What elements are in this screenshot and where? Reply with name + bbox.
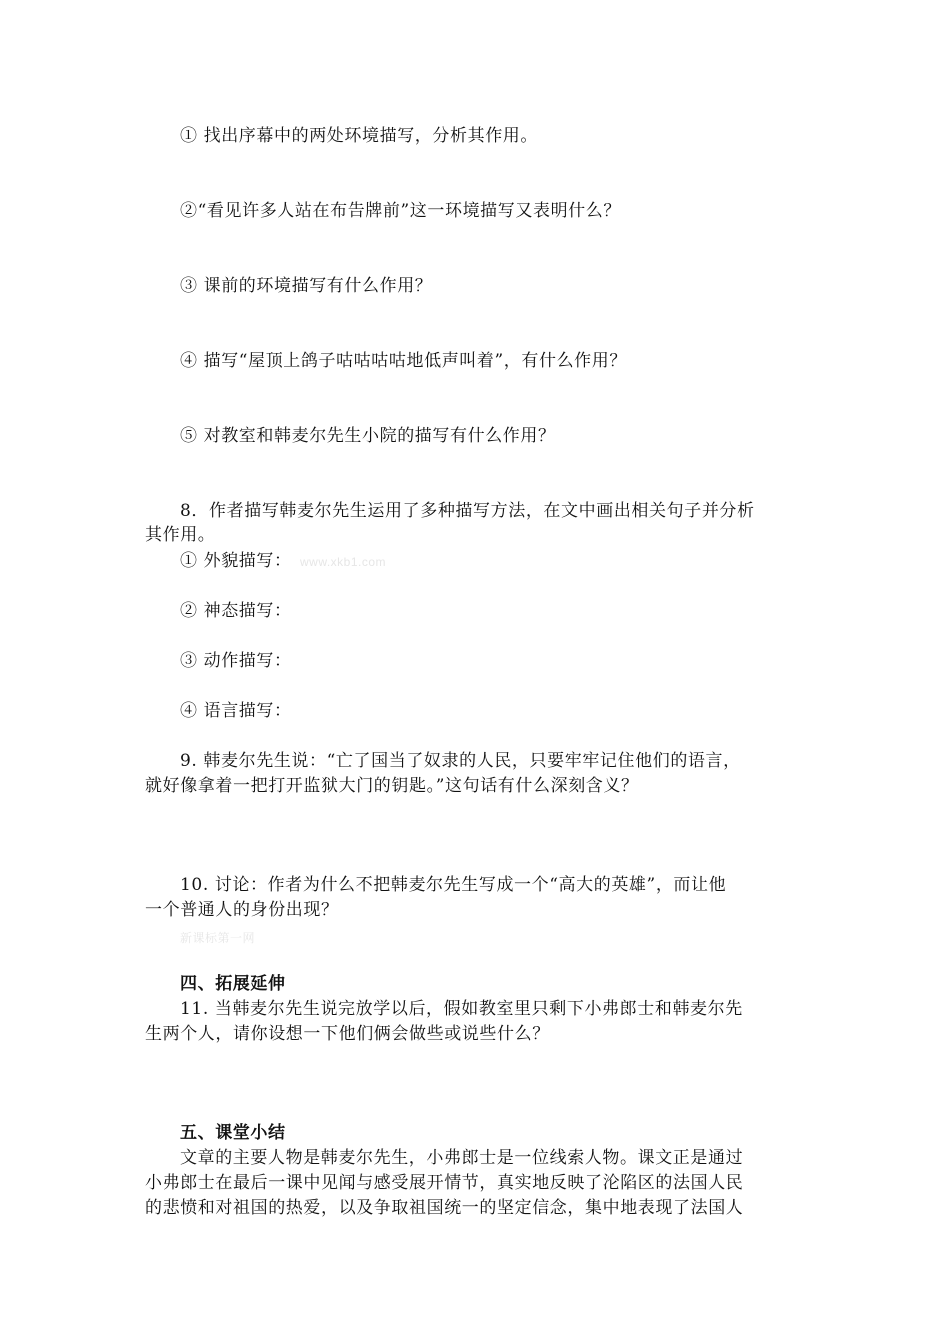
q8-text-line1: 8．作者描写韩麦尔先生运用了多种描写方法，在文中画出相关句子并分析 — [180, 501, 755, 521]
q7-sub-2: ②“看见许多人站在布告牌前”这一环境描写又表明什么？ — [180, 201, 621, 221]
watermark: www.xkb1.com — [300, 555, 387, 569]
q11-text-line1: 11. 当韩麦尔先生说完放学以后，假如教室里只剩下小弗郎士和韩麦尔先 — [180, 999, 743, 1019]
q7-sub-3: ③ 课前的环境描写有什么作用？ — [180, 276, 433, 296]
q8-item-speech: ④ 语言描写： — [180, 701, 292, 721]
q7-sub-4: ④ 描写“屋顶上鸽子咕咕咕咕地低声叫着”，有什么作用？ — [180, 351, 627, 371]
q8-text-line2: 其作用。 — [145, 525, 216, 545]
summary-line2: 小弗郎士在最后一课中见闻与感受展开情节，真实地反映了沦陷区的法国人民 — [145, 1173, 744, 1193]
q10-text-line1: 10. 讨论：作者为什么不把韩麦尔先生写成一个“高大的英雄”，而让他 — [180, 875, 727, 895]
q8-item-expression: ② 神态描写： — [180, 601, 292, 621]
q9-text-line1: 9. 韩麦尔先生说：“亡了国当了奴隶的人民，只要牢牢记住他们的语言， — [180, 751, 741, 771]
q8-item-action: ③ 动作描写： — [180, 651, 292, 671]
q8-item-appearance: ① 外貌描写： — [180, 551, 292, 571]
section4-heading: 四、拓展延伸 — [180, 974, 286, 994]
watermark: 新课标第一网 — [180, 931, 256, 945]
summary-line3: 的悲愤和对祖国的热爱，以及争取祖国统一的坚定信念，集中地表现了法国人 — [145, 1198, 744, 1218]
section5-heading: 五、课堂小结 — [180, 1123, 286, 1143]
q11-text-line2: 生两个人，请你设想一下他们俩会做些或说些什么？ — [145, 1024, 550, 1044]
q10-text-line2: 一个普通人的身份出现？ — [145, 900, 339, 920]
q7-sub-1: ① 找出序幕中的两处环境描写，分析其作用。 — [180, 126, 539, 146]
summary-line1: 文章的主要人物是韩麦尔先生，小弗郎士是一位线索人物。课文正是通过 — [180, 1148, 744, 1168]
q7-sub-5: ⑤ 对教室和韩麦尔先生小院的描写有什么作用？ — [180, 426, 556, 446]
q9-text-line2: 就好像拿着一把打开监狱大门的钥匙。”这句话有什么深刻含义？ — [145, 776, 639, 796]
